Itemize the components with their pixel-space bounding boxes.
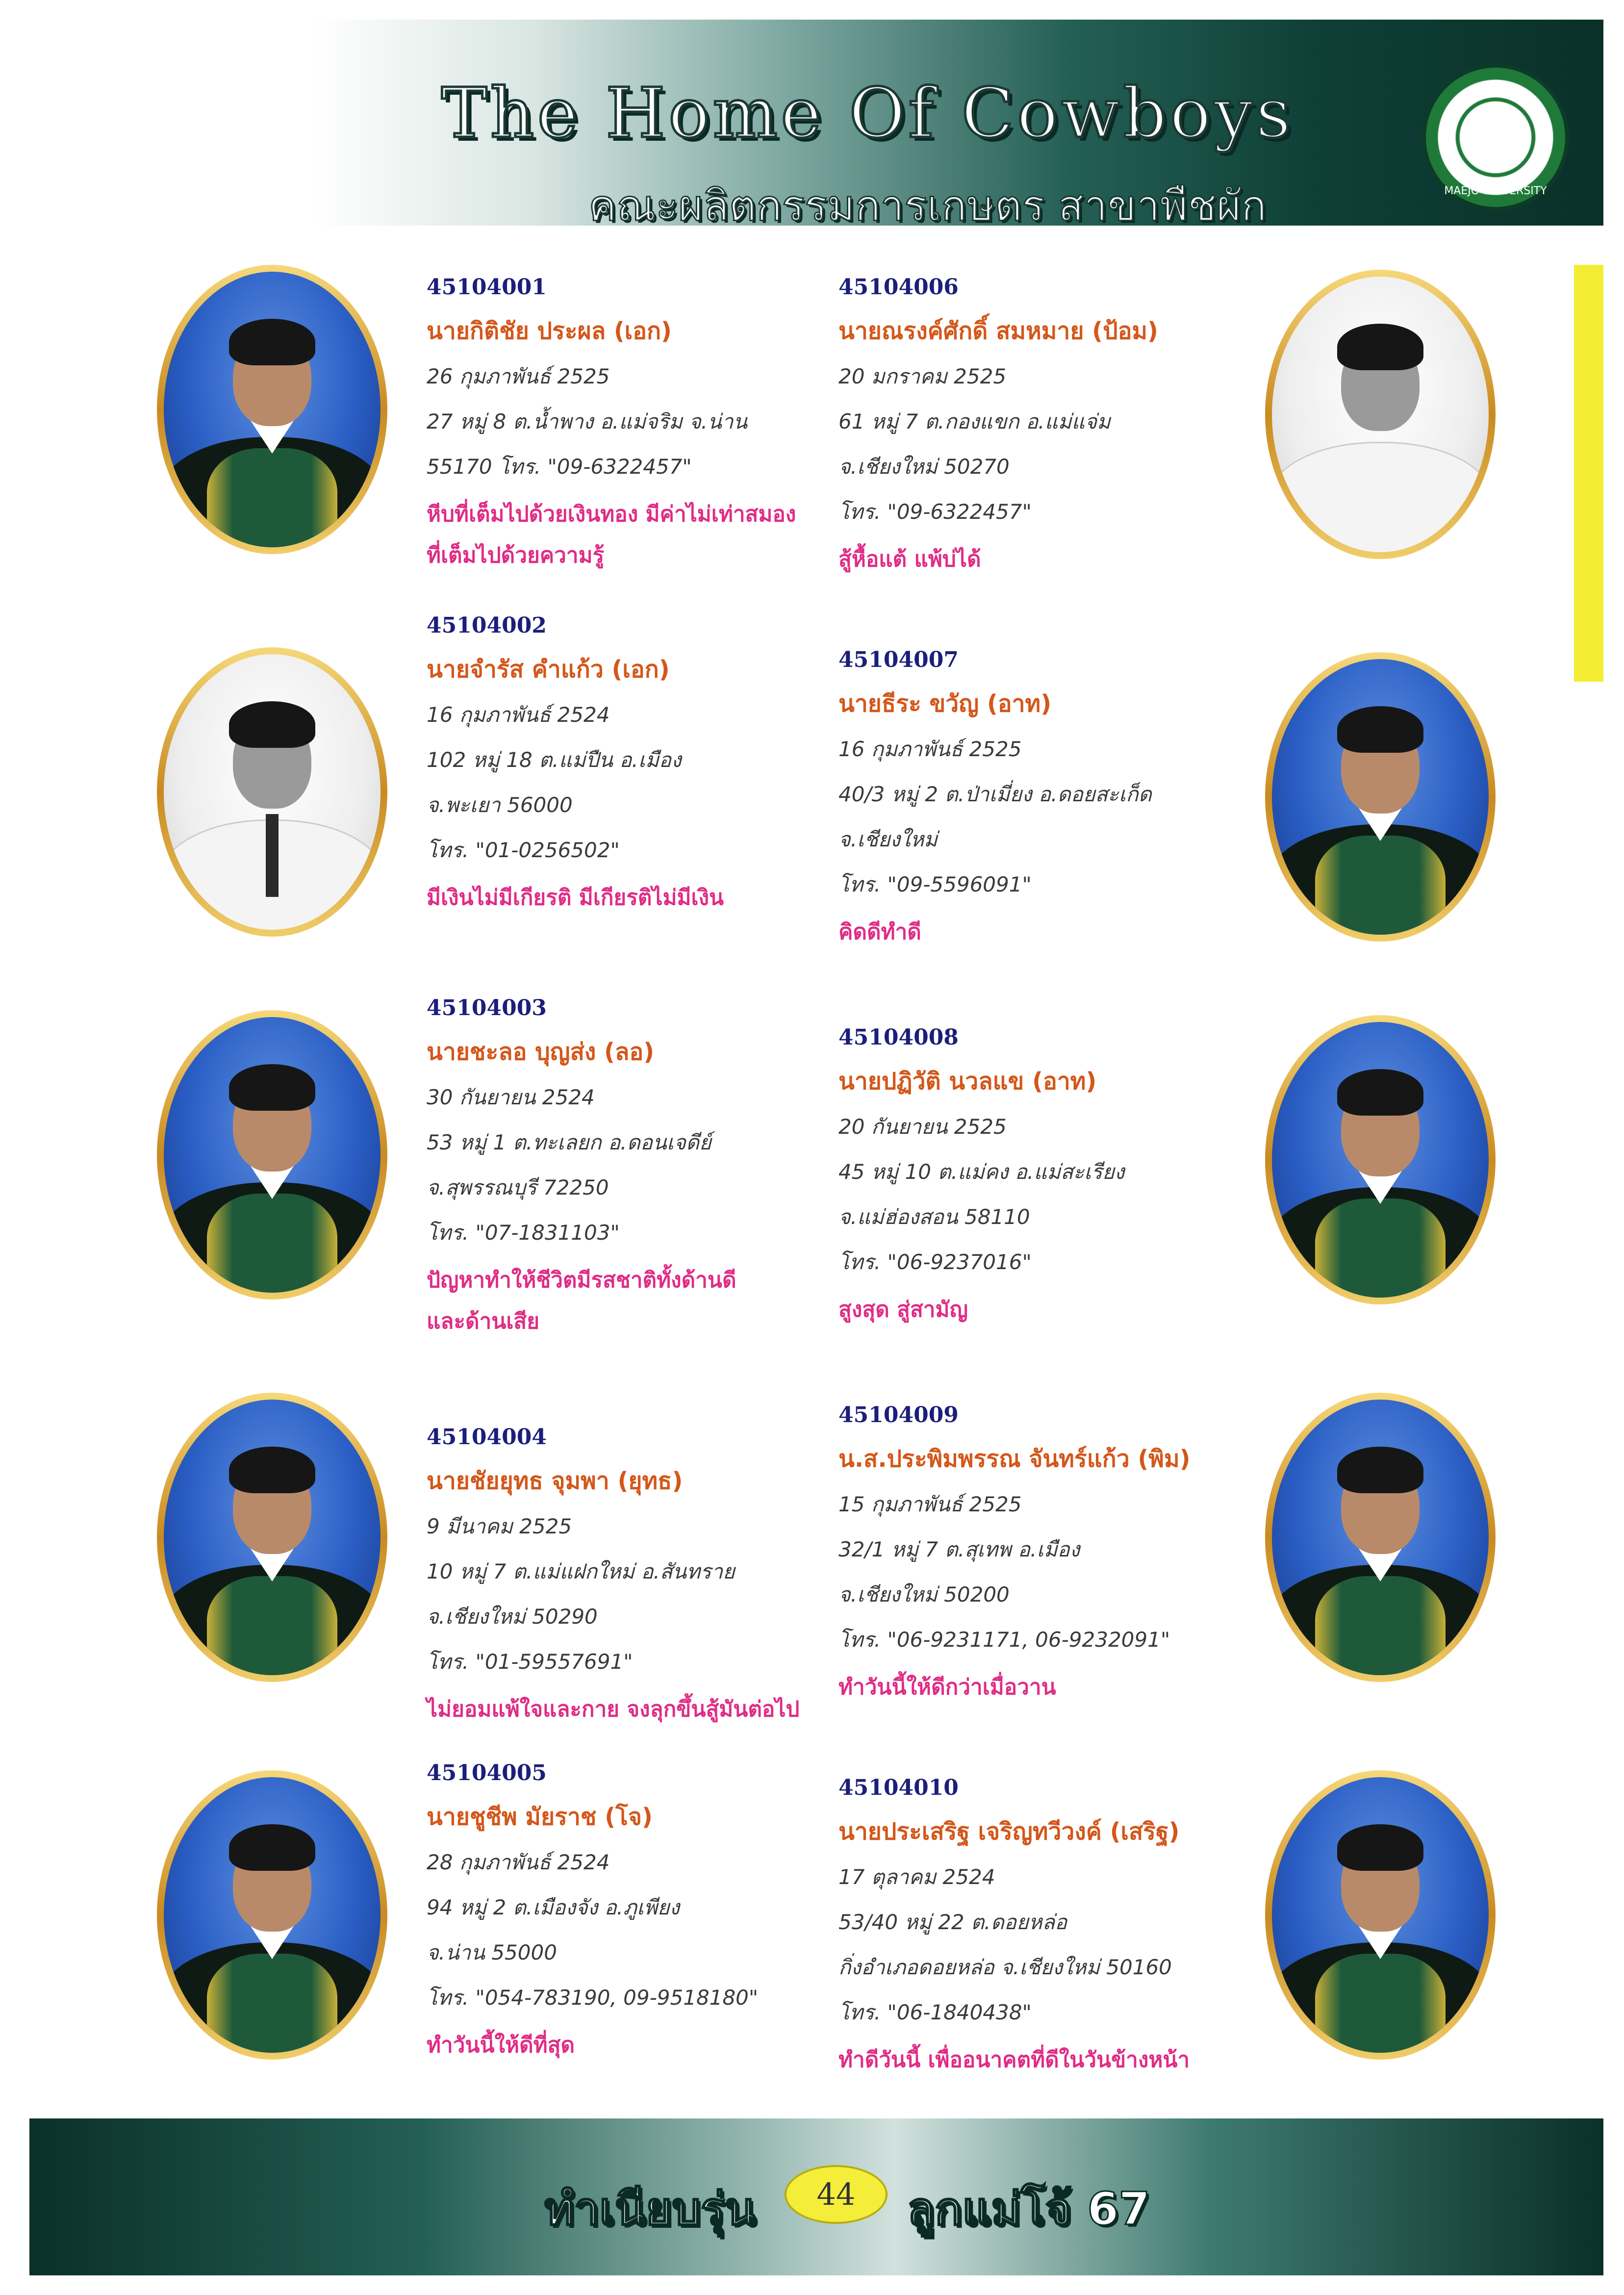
student-id: 45104006	[838, 275, 959, 300]
student-name: นายจำรัส คำแก้ว (เอก)	[427, 656, 670, 683]
student-photo	[157, 1010, 387, 1300]
student-photo	[1265, 652, 1496, 942]
student-birthdate: 16 กุมภาพันธ์ 2524	[427, 703, 610, 727]
student-entry	[838, 647, 1152, 956]
footer-class-label: ลูกแม่โจ้ 67	[907, 2183, 1150, 2235]
student-address: 53/40 หมู่ 22 ต.ดอยหล่อ	[838, 1910, 1067, 1934]
student-entry	[427, 995, 736, 1345]
student-birthdate: 30 กันยายน 2524	[427, 1085, 595, 1109]
faculty-subtitle: คณะผลิตกรรมการเกษตร สาขาพืชผัก	[588, 181, 1267, 230]
student-id: 45104004	[427, 1425, 547, 1450]
student-motto: สูงสุด สู่สามัญ	[838, 1297, 968, 1322]
student-birthdate: 17 ตุลาคม 2524	[838, 1865, 995, 1889]
student-motto: ทำดีวันนี้ เพื่ออนาคตที่ดีในวันข้างหน้า	[838, 2047, 1190, 2072]
student-address: 102 หมู่ 18 ต.แม่ปืน อ.เมือง	[427, 748, 682, 772]
student-name: นายชะลอ บุญส่ง (ลอ)	[427, 1038, 655, 1066]
student-name: นายปฏิวัติ นวลแข (อาท)	[838, 1068, 1097, 1095]
student-birthdate: 20 กันยายน 2525	[838, 1115, 1007, 1139]
student-entry	[427, 275, 796, 579]
student-photo	[1265, 1393, 1496, 1682]
student-entry	[427, 1425, 799, 1733]
student-address: จ.พะเยา 56000	[427, 793, 573, 817]
page-title: The Home Of Cowboys	[441, 74, 1294, 153]
student-phone: โทร. "09-6322457"	[838, 500, 1032, 524]
student-motto: มีเงินไม่มีเกียรติ มีเกียรติไม่มีเงิน	[427, 885, 724, 910]
student-id: 45104010	[838, 1775, 959, 1800]
student-phone: โทร. "01-0256502"	[427, 838, 620, 862]
student-motto: ทำวันนี้ให้ดีกว่าเมื่อวาน	[838, 1675, 1056, 1700]
seal-label: MAEJO UNIVERSITY	[1444, 185, 1547, 197]
side-accent-bar	[1574, 265, 1603, 682]
student-photo	[157, 1393, 387, 1682]
student-address: จ.เชียงใหม่ 50200	[838, 1582, 1010, 1606]
student-motto: สู้หื้อแต้ แพ้บ่ได้	[838, 547, 981, 572]
student-birthdate: 16 กุมภาพันธ์ 2525	[838, 737, 1022, 761]
student-address: 10 หมู่ 7 ต.แม่แฝกใหม่ อ.สันทราย	[427, 1559, 735, 1583]
student-phone: โทร. "06-9237016"	[838, 1250, 1032, 1274]
student-birthdate: 15 กุมภาพันธ์ 2525	[838, 1492, 1022, 1516]
student-id: 45104003	[427, 995, 547, 1020]
student-motto: ที่เต็มไปด้วยความรู้	[427, 543, 605, 568]
student-id: 45104002	[427, 613, 547, 638]
student-entry	[838, 275, 1158, 583]
student-motto: และด้านเสีย	[427, 1309, 539, 1334]
student-address: 45 หมู่ 10 ต.แม่คง อ.แม่สะเรียง	[838, 1160, 1125, 1184]
student-entry	[838, 1402, 1191, 1711]
student-id: 45104008	[838, 1025, 959, 1050]
student-address: 61 หมู่ 7 ต.กองแขก อ.แม่แจ่ม	[838, 409, 1111, 434]
footer-directory-label: ทำเนียบรุ่น	[544, 2183, 756, 2235]
student-address: กิ่งอำเภอดอยหล่อ จ.เชียงใหม่ 50160	[838, 1955, 1172, 1979]
student-id: 45104007	[838, 647, 959, 672]
student-motto: ไม่ยอมแพ้ใจและกาย จงลุกขึ้นสู้มันต่อไป	[427, 1697, 800, 1722]
student-phone: โทร. "09-5596091"	[838, 872, 1032, 896]
student-address: จ.เชียงใหม่ 50290	[427, 1605, 598, 1629]
student-photo	[157, 265, 387, 554]
student-address: จ.สุพรรณบุรี 72250	[427, 1175, 609, 1199]
student-name: นายธีระ ขวัญ (อาท)	[838, 690, 1052, 717]
student-address: 40/3 หมู่ 2 ต.ป่าเมี่ยง อ.ดอยสะเก็ด	[838, 782, 1152, 806]
university-seal-icon	[1422, 64, 1569, 211]
student-phone: โทร. "06-9231171, 06-9232091"	[838, 1628, 1170, 1652]
student-address: 27 หมู่ 8 ต.น้ำพาง อ.แม่จริม จ.น่าน	[427, 409, 748, 434]
student-address: 94 หมู่ 2 ต.เมืองจัง อ.ภูเพียง	[427, 1895, 680, 1919]
student-address: จ.เชียงใหม่ 50270	[838, 455, 1010, 479]
student-name: น.ส.ประพิมพรรณ จันทร์แก้ว (พิม)	[838, 1445, 1191, 1473]
student-entry	[427, 613, 724, 921]
student-address: จ.น่าน 55000	[427, 1940, 557, 1964]
student-phone: โทร. "06-1840438"	[838, 2000, 1032, 2024]
student-motto: คิดดีทำดี	[838, 919, 921, 944]
student-entry	[838, 1775, 1190, 2084]
student-photo	[157, 1770, 387, 2060]
student-address: จ.แม่ฮ่องสอน 58110	[838, 1205, 1030, 1229]
student-name: นายณรงค์ศักดิ์ สมหมาย (ป้อม)	[838, 317, 1158, 345]
student-photo	[157, 647, 387, 937]
student-entry	[427, 1760, 758, 2069]
footer-banner	[29, 2118, 1603, 2275]
student-name: นายประเสริฐ เจริญทวีวงค์ (เสริฐ)	[838, 1818, 1180, 1845]
student-birthdate: 20 มกราคม 2525	[838, 364, 1007, 388]
student-birthdate: 26 กุมภาพันธ์ 2525	[427, 364, 610, 388]
student-address: จ.เชียงใหม่	[838, 827, 938, 851]
student-address: 53 หมู่ 1 ต.ทะเลยก อ.ดอนเจดีย์	[427, 1130, 711, 1154]
student-name: นายชัยยุทธ จุมพา (ยุทธ)	[427, 1467, 683, 1495]
student-motto: ทำวันนี้ให้ดีที่สุด	[427, 2033, 575, 2058]
student-address: 32/1 หมู่ 7 ต.สุเทพ อ.เมือง	[838, 1537, 1080, 1561]
student-photo	[1265, 270, 1496, 559]
student-name: นายกิติชัย ประผล (เอก)	[427, 317, 672, 345]
student-motto: หีบที่เต็มไปด้วยเงินทอง มีค่าไม่เท่าสมอง	[427, 502, 796, 527]
student-phone: โทร. "054-783190, 09-9518180"	[427, 1986, 759, 2010]
student-phone: โทร. "01-59557691"	[427, 1650, 633, 1674]
student-birthdate: 28 กุมภาพันธ์ 2524	[427, 1850, 610, 1874]
student-id: 45104005	[427, 1760, 547, 1785]
page-number: 44	[785, 2165, 888, 2224]
student-motto: ปัญหาทำให้ชีวิตมีรสชาติทั้งด้านดี	[427, 1268, 736, 1293]
student-phone: โทร. "07-1831103"	[427, 1221, 620, 1245]
student-photo	[1265, 1770, 1496, 2060]
header-banner	[29, 20, 1603, 230]
student-address: 55170 โทร. "09-6322457"	[427, 455, 692, 479]
student-name: นายชูชีพ มัยราช (โจ)	[427, 1803, 653, 1831]
student-photo	[1265, 1015, 1496, 1304]
student-id: 45104009	[838, 1402, 959, 1428]
student-entry	[838, 1025, 1124, 1333]
student-birthdate: 9 มีนาคม 2525	[427, 1514, 572, 1538]
student-id: 45104001	[427, 275, 547, 300]
